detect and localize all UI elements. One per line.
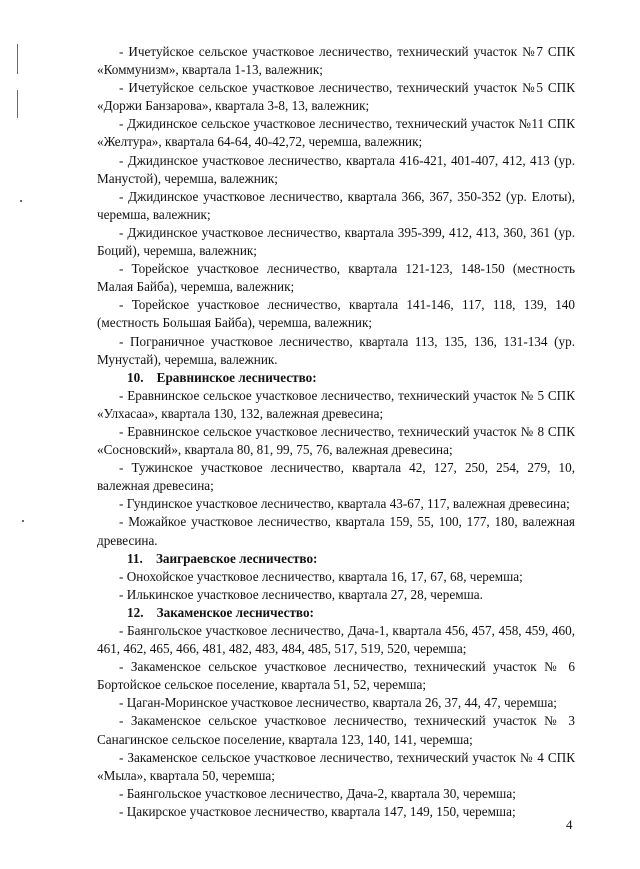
paragraph: - Торейское участковое лесничество, квартала 121-123, 148-150 (местность Малая Байба), черемша, валежник; [97,261,575,295]
paragraph: - Тужинское участковое лесничество, квартала 42, 127, 250, 254, 279, 10, валежная древесина; [97,460,575,494]
paragraph: - Торейское участковое лесничество, квартала 141-146, 117, 118, 139, 140 (местность Большая Байба), черемша, валежник; [97,297,575,331]
paragraph: - Ичетуйское сельское участковое лесничество, технический участок №7 СПК «Коммунизм», квартала 1-13, валежник; [97,44,575,78]
margin-mark [22,520,24,522]
paragraph: - Цакирское участковое лесничество, квартала 147, 149, 150, черемша; [119,803,516,819]
paragraph: - Баянгольское участковое лесничество, Дача-2, квартала 30, черемша; [119,785,516,801]
paragraph: - Джидинское участковое лесничество, квартала 395-399, 412, 413, 360, 361 (ур. Боций), черемша, валежник; [97,224,575,259]
paragraph: - Еравнинское сельское участковое лесничество, технический участок № 5 СПК «Улхасаа», квартала 130, 132, валежная древесина; [97,387,575,421]
paragraph: - Джидинское участковое лесничество, квартала 416-421, 401-407, 412, 413 (ур. Манустой), черемша, валежник; [97,152,575,186]
paragraph: - Джидинское сельское участковое лесничество, технический участок №11 СПК «Желтура», квартала 64-64, 40-42,72, черемша, валежник; [97,116,575,150]
section-heading: 12. Закаменское лесничество: [127,604,314,620]
section-heading: 11. Заиграевское лесничество: [127,550,318,566]
paragraph: - Онохойское участковое лесничество, квартала 16, 17, 67, 68, черемша; [119,568,523,584]
paragraph: - Можайкое участковое лесничество, квартала 159, 55, 100, 177, 180, валежная древесина. [97,514,575,548]
paragraph: - Илькинское участковое лесничество, квартала 27, 28, черемша. [119,586,483,602]
paragraph: - Баянгольское участковое лесничество, Дача-1, квартала 456, 457, 458, 459, 460, 461, 462, 465, 466, 481, 482, 483, 484, 485, 517, 519, 520, черемша; [97,623,575,657]
paragraph: - Пограничное участковое лесничество, квартала 113, 135, 136, 131-134 (ур. Мунустай), черемша, валежник. [97,333,575,367]
paragraph: - Ичетуйское сельское участковое лесничество, технический участок №5 СПК «Доржи Банзарова», квартала 3-8, 13, валежник; [97,80,575,114]
section-heading: 10. Еравнинское лесничество: [127,369,317,385]
paragraph: - Гундинское участковое лесничество, квартала 43-67, 117, валежная древесина; [119,496,570,512]
paragraph: - Закаменское сельское участковое лесничество, технический участок № 6 Бортойское сельское поселение, квартала 51, 52, черемша; [97,659,575,693]
paragraph: - Еравнинское сельское участковое лесничество, технический участок № 8 СПК «Сосновский», квартала 80, 81, 99, 75, 76, валежная древесина; [97,423,575,458]
margin-mark [17,44,18,74]
page-number: 4 [566,817,573,832]
margin-mark [20,200,22,202]
paragraph: - Джидинское участковое лесничество, квартала 366, 367, 350-352 (ур. Елоты), черемша, валежник; [97,188,575,222]
document-body [97,43,575,821]
margin-mark [17,90,18,118]
paragraph: - Закаменское сельское участковое лесничество, технический участок № 3 Санагинское сельское поселение, квартала 123, 140, 141, черемша; [97,713,575,747]
paragraph: - Цаган-Моринское участковое лесничество, квартала 26, 37, 44, 47, черемша; [119,695,557,711]
paragraph: - Закаменское сельское участковое лесничество, технический участок № 4 СПК «Мыла», квартала 50, черемша; [97,749,575,783]
